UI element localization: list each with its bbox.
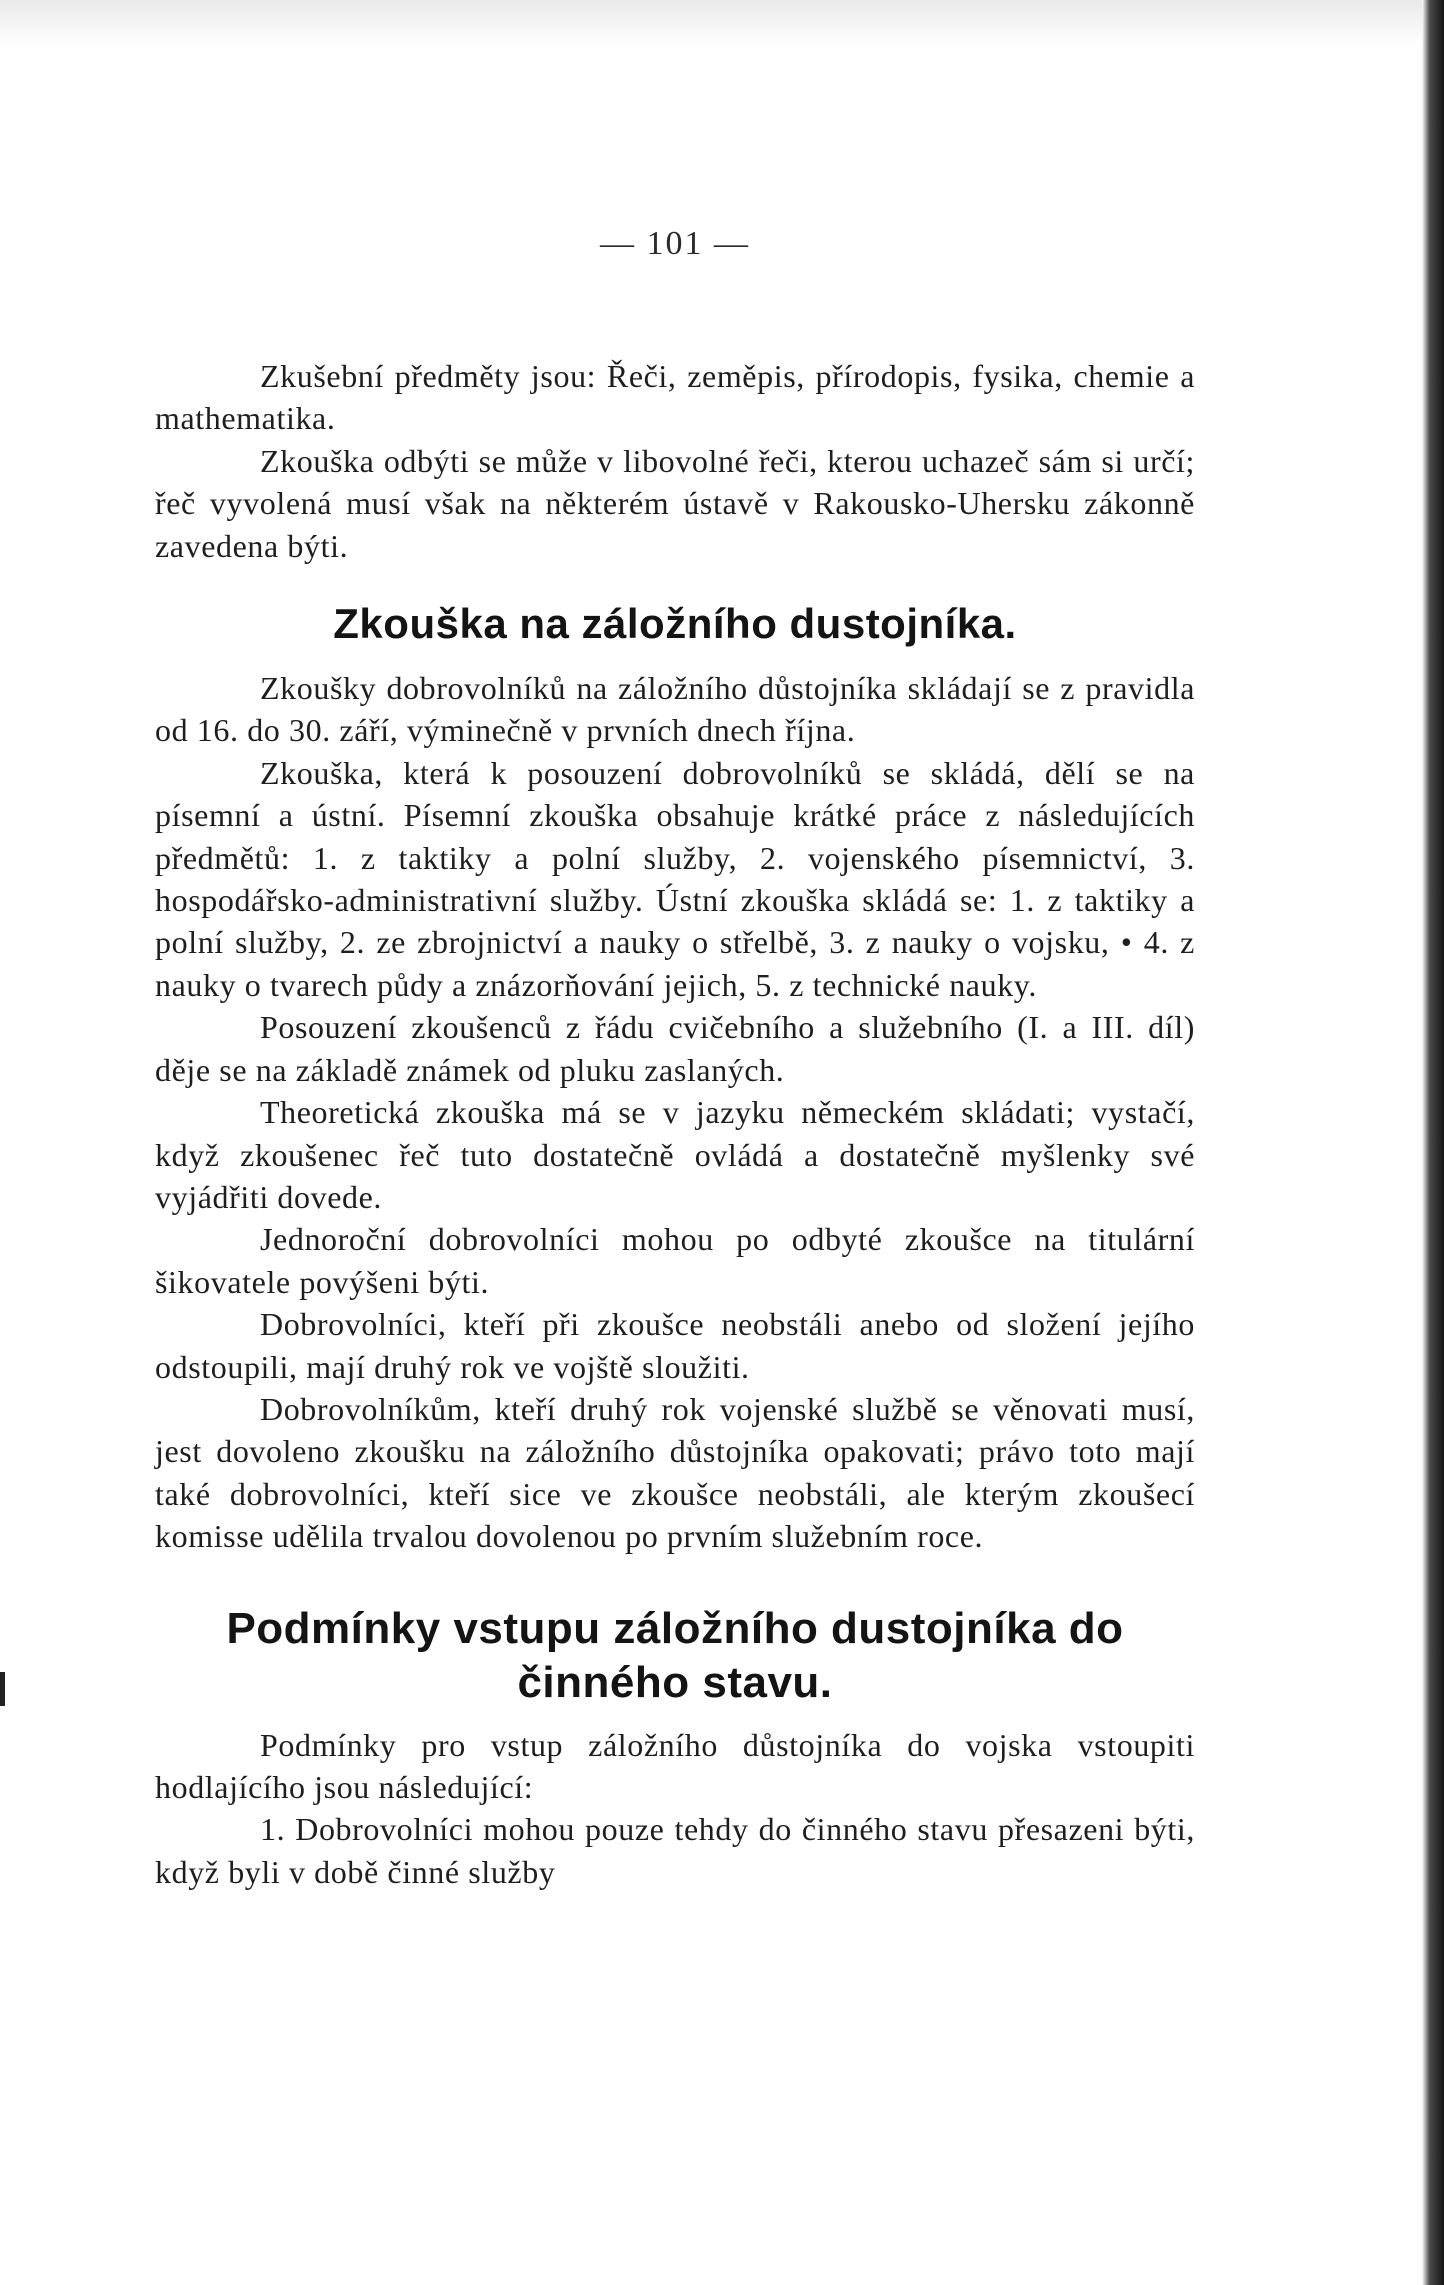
section-heading-reserve-officer-exam: Zkouška na záložního dustojníka.	[333, 600, 1017, 648]
scan-shadow-top	[0, 0, 1444, 46]
section-heading-active-service-conditions	[155, 1602, 1195, 1710]
paragraph-repeat-exam: Dobrovolníkům, kteří druhý rok vojenské službě se věnovati musí, jest dovoleno zkoušku na záložního důstojníka opakovati; právo toto mají také dobrovolníci, kteří sice ve zkoušce neobstáli, ale kterým zkoušecí komisse udělila trvalou dovolenou po prvním služebním roce.	[155, 1390, 1195, 1555]
paragraph-exam-dates: Zkoušky dobrovolníků na záložního důstojníka skládají se z pravidla od 16. do 30. září, výminečně v prvních dnech října.	[155, 670, 1195, 749]
book-page	[155, 225, 1195, 1893]
page-number: — 101 —	[600, 225, 750, 262]
intro-paragraph-subjects: Zkušební předměty jsou: Řeči, zeměpis, přírodopis, fysika, chemie a mathematika.	[155, 358, 1195, 437]
paragraph-theory-language: Theoretická zkouška má se v jazyku německém skládati; vystačí, když zkoušenec řeč tuto dostatečně ovládá a dostatečně myšlenky své vyjádřiti dovede.	[155, 1094, 1195, 1215]
paragraph-condition-1: 1. Dobrovolníci mohou pouze tehdy do činného stavu přesazeni býti, když byli v době činné služby	[155, 1811, 1195, 1890]
paragraph-assessment: Posouzení zkoušenců z řádu cvičebního a služebního (I. a III. díl) děje se na základě známek od pluku zaslaných.	[155, 1009, 1195, 1088]
scan-gutter-mark	[0, 1672, 5, 1706]
paragraph-conditions-intro: Podmínky pro vstup záložního důstojníka do vojska vstoupiti hodlajícího jsou následující:	[155, 1726, 1195, 1805]
paragraph-promotion: Jednoroční dobrovolníci mohou po odbyté zkoušce na titulární šikovatele povýšeni býti.	[155, 1221, 1195, 1300]
scan-page-edge	[1422, 0, 1444, 2285]
paragraph-failed-exam: Dobrovolníci, kteří při zkoušce neobstáli anebo od složení jejího odstoupili, mají druhý rok ve vojště sloužiti.	[155, 1306, 1195, 1385]
paragraph-exam-structure: Zkouška, která k posouzení dobrovolníků se skládá, dělí se na písemní a ústní. Písemní zkouška obsahuje krátké práce z následujících předmětů: 1. z taktiky a polní služby, 2. vojenského písemnictví, 3. hospodářsko-administrativní služby. Ústní zkouška skládá se: 1. z taktiky a polní služby, 2. ze zbrojnictví a nauky o střelbě, 3. z nauky o vojsku, • 4. z nauky o tvarech půdy a znázorňování jejich, 5. z technické nauky.	[155, 754, 1195, 1003]
intro-paragraph-language: Zkouška odbýti se může v libovolné řeči, kterou uchazeč sám si určí; řeč vyvolená musí však na některém ústavě v Rakousko-Uhersku zákonně zavedena býti.	[155, 442, 1195, 564]
section-heading-line-1: Podmínky vstupu záložního dustojníka do	[226, 1603, 1124, 1653]
section-heading-line-2: činného stavu.	[517, 1657, 833, 1707]
